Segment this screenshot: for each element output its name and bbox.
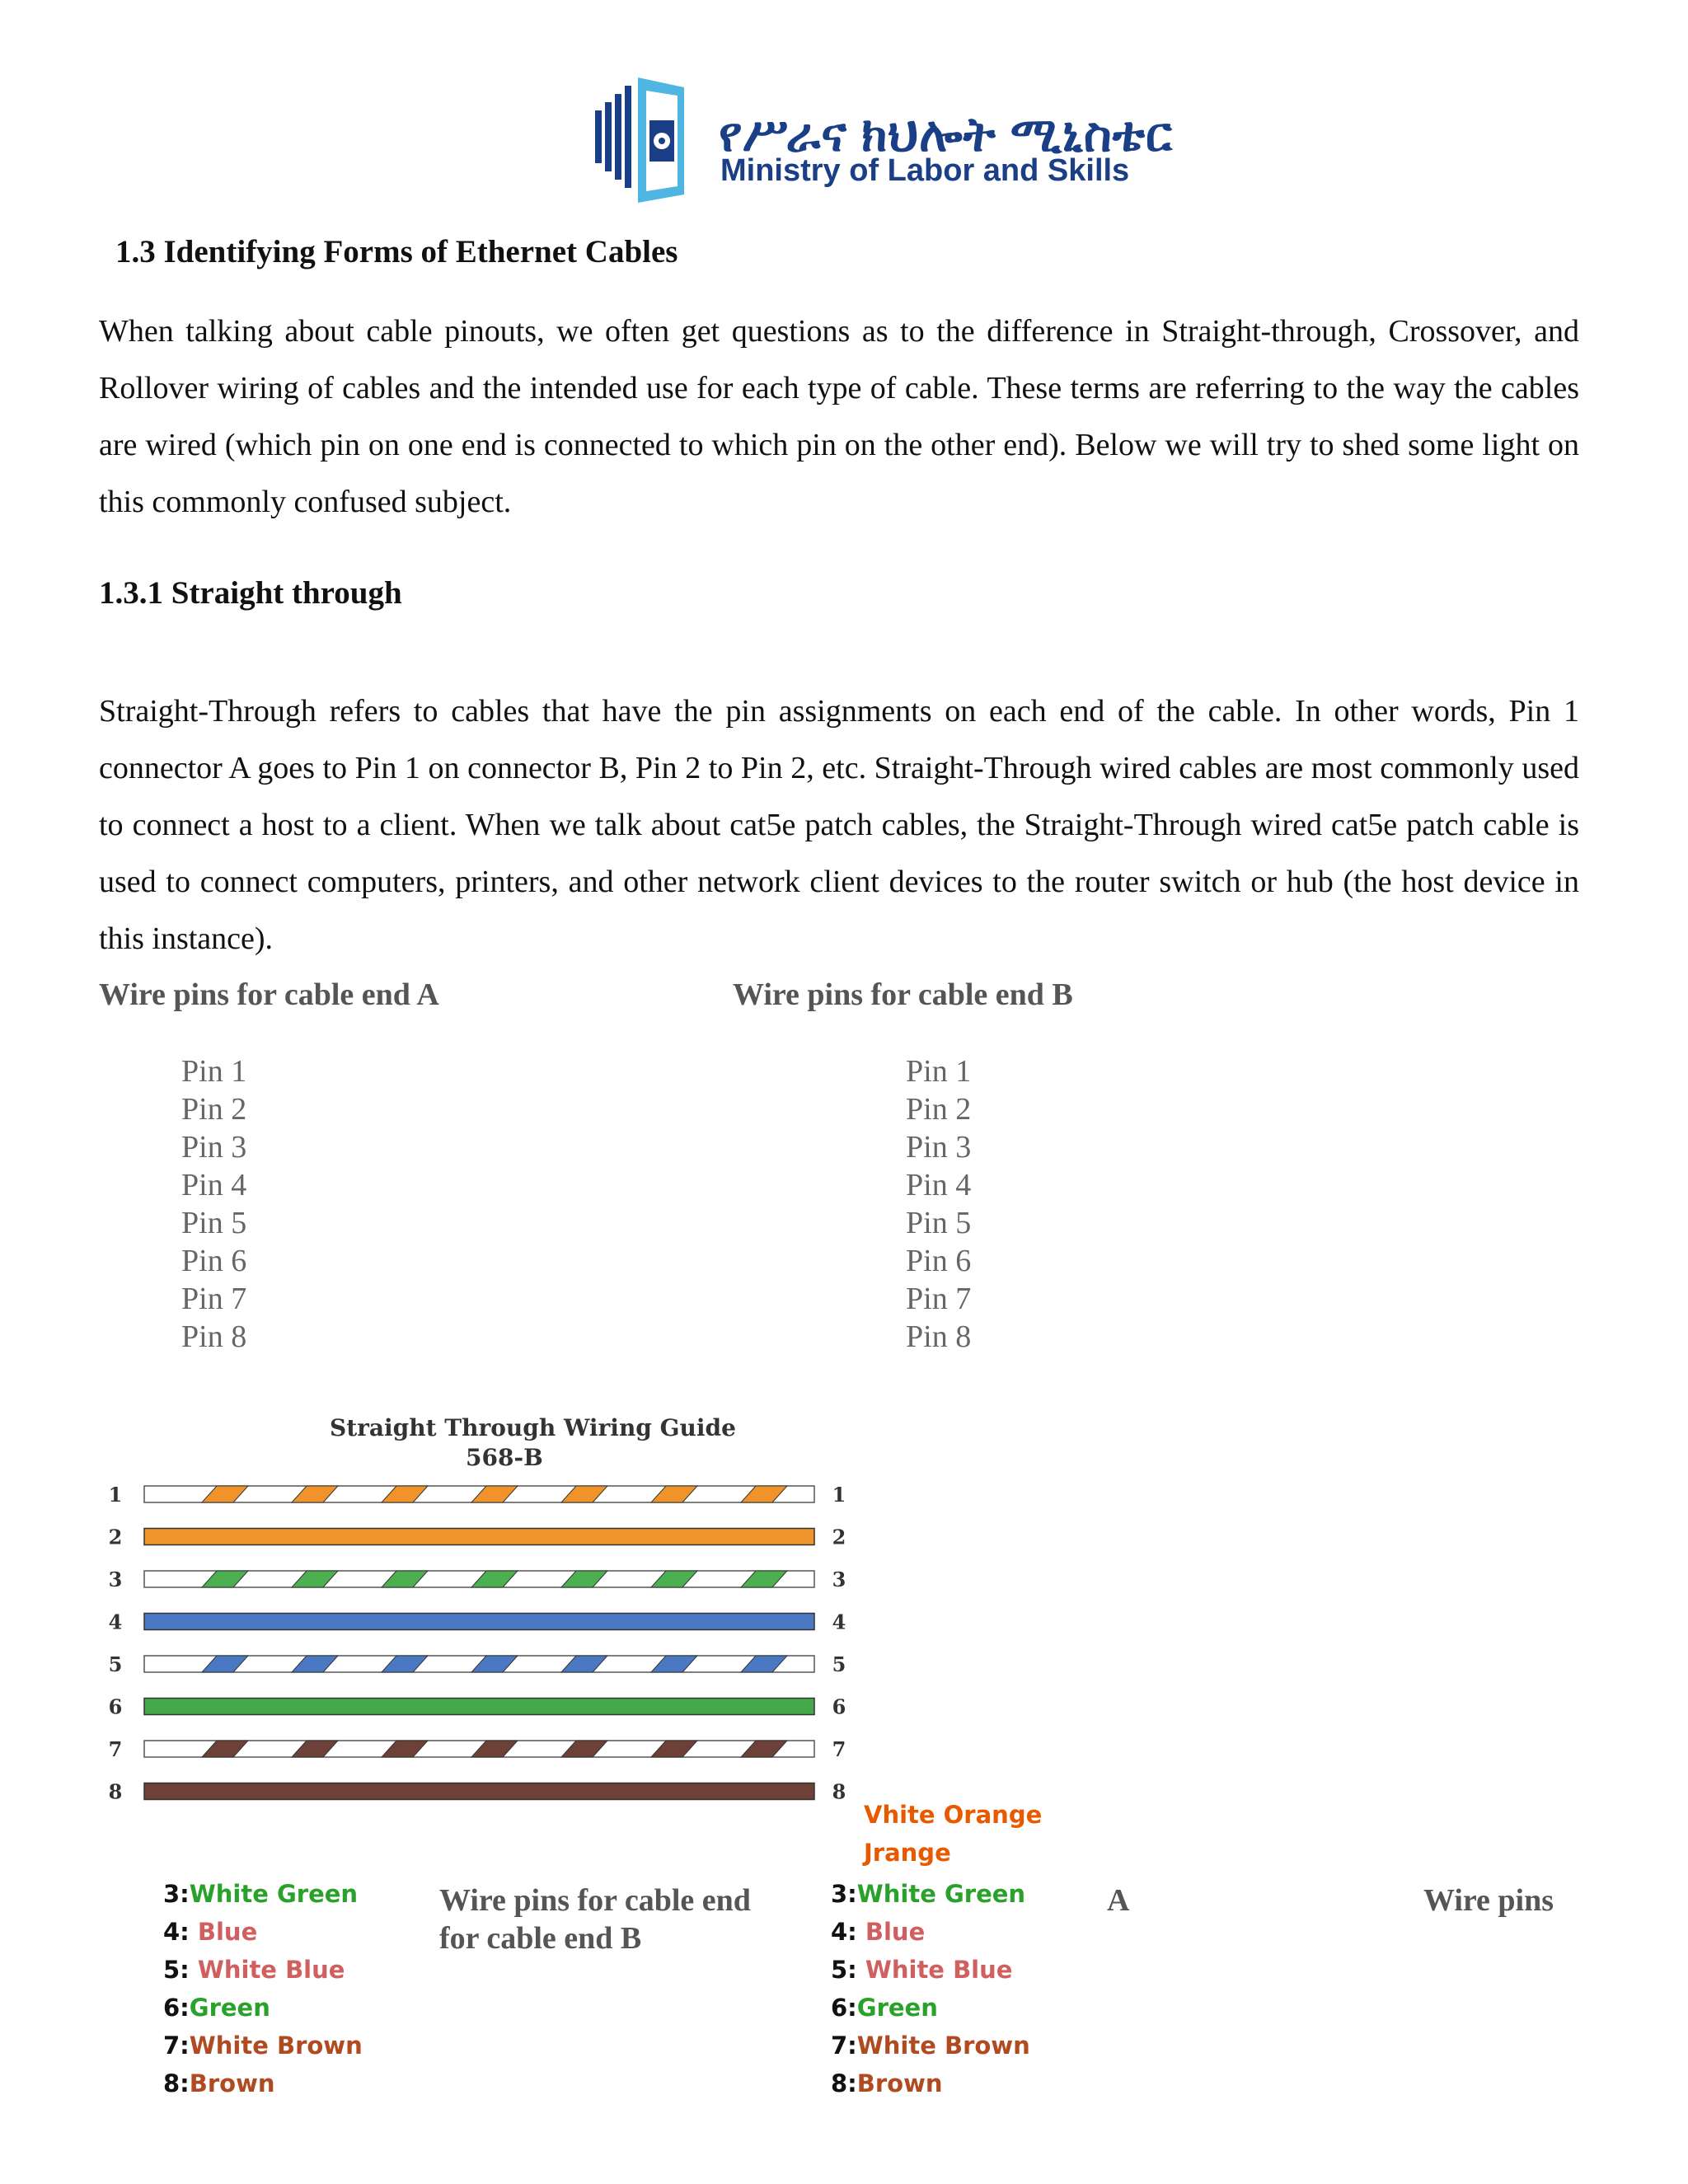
straight-through-paragraph: Straight-Through refers to cables that have the pin assignments on each end of the cable. In other words, Pin 1 connector A goes to Pin 1 on connector B, Pin 2 to Pin 2, etc. Straight-Through wired cables are most commonly used to connect a host to a client. When we talk about cat5e patch cables, the Straight-Through wired cat5e patch cable is used to connect computers, printers, and other network client devices to the router switch or hub (the host device in this instance). bbox=[99, 694, 1579, 956]
color-item-label: Blue bbox=[197, 1918, 258, 1946]
color-item-label: White Brown bbox=[189, 2032, 363, 2060]
wire-number-right: 7 bbox=[832, 1737, 846, 1761]
logo-amharic-text: የሥራና ክህሎት ሚኒስቴር bbox=[719, 108, 1173, 162]
wire-number-right: 8 bbox=[832, 1779, 846, 1804]
wire-number-left: 6 bbox=[108, 1694, 123, 1719]
color-list-item bbox=[831, 1989, 1030, 2027]
pin-item: Pin 2 bbox=[181, 1092, 247, 1127]
pin-item: Pin 5 bbox=[181, 1206, 247, 1240]
color-item-label: White Green bbox=[189, 1880, 359, 1908]
solid-wire bbox=[144, 1783, 814, 1800]
pin-item: Pin 3 bbox=[181, 1130, 247, 1165]
color-list-item bbox=[831, 2027, 1030, 2064]
color-list-item bbox=[831, 1875, 1030, 1913]
bottom-text-line: Wire pins for cable end bbox=[439, 1883, 751, 1918]
pin-item: Pin 8 bbox=[181, 1319, 247, 1354]
color-item-number: 5: bbox=[163, 1956, 198, 1984]
color-item-number: 4: bbox=[163, 1918, 198, 1946]
color-item-label: White Brown bbox=[856, 2032, 1030, 2060]
color-item-number: 8: bbox=[163, 2069, 190, 2097]
color-item-label: White Green bbox=[856, 1880, 1026, 1908]
color-list-item bbox=[163, 1951, 363, 1989]
subsection-title: 1.3.1 Straight through bbox=[99, 575, 402, 611]
wiring-guide-diagram bbox=[97, 1401, 872, 1830]
wire-number-left: 3 bbox=[108, 1568, 123, 1591]
color-item-number: 8: bbox=[831, 2069, 857, 2097]
bottom-wire-pins-text bbox=[439, 1882, 751, 1957]
pin-item: Pin 1 bbox=[181, 1054, 247, 1089]
wire-number-right: 4 bbox=[832, 1610, 846, 1634]
color-list-right bbox=[831, 1875, 1030, 2102]
section-title: 1.3 Identifying Forms of Ethernet Cables bbox=[115, 234, 678, 269]
logo-english-text: Ministry of Labor and Skills bbox=[720, 153, 1130, 188]
color-item-number: 5: bbox=[831, 1956, 865, 1984]
color-item-label: Green bbox=[856, 1994, 938, 2022]
pin-item: Pin 6 bbox=[906, 1244, 972, 1278]
wire-number-left: 8 bbox=[108, 1779, 123, 1804]
color-list-left bbox=[163, 1875, 363, 2102]
color-item-number: 6: bbox=[163, 1994, 190, 2022]
ministry-logo bbox=[595, 71, 1173, 211]
wiring-guide-subtitle: 568-B bbox=[466, 1444, 543, 1471]
ministry-logo-icon bbox=[595, 71, 719, 211]
color-item-number: 6: bbox=[831, 1994, 857, 2022]
wire-number-left: 2 bbox=[108, 1525, 123, 1549]
wire-pins-end-b-heading: Wire pins for cable end B bbox=[733, 977, 1073, 1012]
color-list-item bbox=[163, 1875, 363, 1913]
pin-item: Pin 6 bbox=[181, 1244, 247, 1278]
wire-number-right: 5 bbox=[832, 1652, 846, 1676]
solid-wire bbox=[144, 1614, 814, 1630]
color-item-number: 3: bbox=[831, 1880, 857, 1908]
color-list-item bbox=[163, 1989, 363, 2027]
color-item-number: 3: bbox=[163, 1880, 190, 1908]
color-list-item bbox=[831, 1913, 1030, 1951]
bottom-text-line: for cable end B bbox=[439, 1921, 642, 1956]
wire-number-right: 2 bbox=[832, 1525, 846, 1549]
color-list-item bbox=[831, 2064, 1030, 2102]
intro-paragraph: When talking about cable pinouts, we often get questions as to the difference in Straight-through, Crossover, and Rollover wiring of cables and the intended use for each type of cable. These terms are referring to the way the cables are wired (which pin on one end is connected to which pin on the other end). Below we will try to shed some light on this commonly confused subject. bbox=[99, 314, 1579, 519]
wire-pins-end-a-heading: Wire pins for cable end A bbox=[99, 977, 439, 1012]
color-item-number: 7: bbox=[831, 2032, 857, 2060]
bottom-text-wire-pins: Wire pins bbox=[1423, 1883, 1554, 1918]
pin-item: Pin 5 bbox=[906, 1206, 972, 1240]
color-list-item bbox=[831, 1951, 1030, 1989]
color-item-label: Green bbox=[189, 1994, 270, 2022]
color-item-number: 4: bbox=[831, 1918, 865, 1946]
pin-item: Pin 7 bbox=[906, 1282, 972, 1316]
wire-number-left: 1 bbox=[108, 1483, 123, 1507]
color-item-label: Brown bbox=[856, 2069, 943, 2097]
wiring-guide-title: Straight Through Wiring Guide bbox=[330, 1414, 736, 1441]
pin-item: Pin 1 bbox=[906, 1054, 972, 1089]
wire-number-right: 1 bbox=[832, 1483, 846, 1507]
pin-item: Pin 4 bbox=[181, 1168, 247, 1202]
color-item-label: Blue bbox=[865, 1918, 926, 1946]
wire-number-left: 4 bbox=[108, 1610, 123, 1634]
pin-item: Pin 2 bbox=[906, 1092, 972, 1127]
pin-item: Pin 7 bbox=[181, 1282, 247, 1316]
wire-number-left: 7 bbox=[108, 1737, 123, 1761]
solid-wire bbox=[144, 1529, 814, 1545]
color-item-label: White Blue bbox=[197, 1956, 345, 1984]
wire-number-right: 3 bbox=[832, 1568, 846, 1591]
color-list-item bbox=[163, 2064, 363, 2102]
color-label-top-1: Vhite Orange bbox=[864, 1801, 1043, 1829]
bottom-text-a: A bbox=[1107, 1883, 1130, 1918]
wire-number-left: 5 bbox=[108, 1652, 123, 1676]
pin-item: Pin 3 bbox=[906, 1130, 972, 1165]
pin-list-end-b bbox=[906, 1052, 971, 1356]
pin-item: Pin 8 bbox=[906, 1319, 972, 1354]
color-list-item bbox=[163, 2027, 363, 2064]
color-list-item bbox=[163, 1913, 363, 1951]
color-item-label: White Blue bbox=[865, 1956, 1013, 1984]
color-label-top-2: Jrange bbox=[864, 1839, 951, 1867]
wire-number-right: 6 bbox=[832, 1694, 846, 1719]
color-item-label: Brown bbox=[189, 2069, 275, 2097]
pin-list-end-a bbox=[181, 1052, 246, 1356]
color-item-number: 7: bbox=[163, 2032, 190, 2060]
solid-wire bbox=[144, 1699, 814, 1715]
pin-item: Pin 4 bbox=[906, 1168, 972, 1202]
